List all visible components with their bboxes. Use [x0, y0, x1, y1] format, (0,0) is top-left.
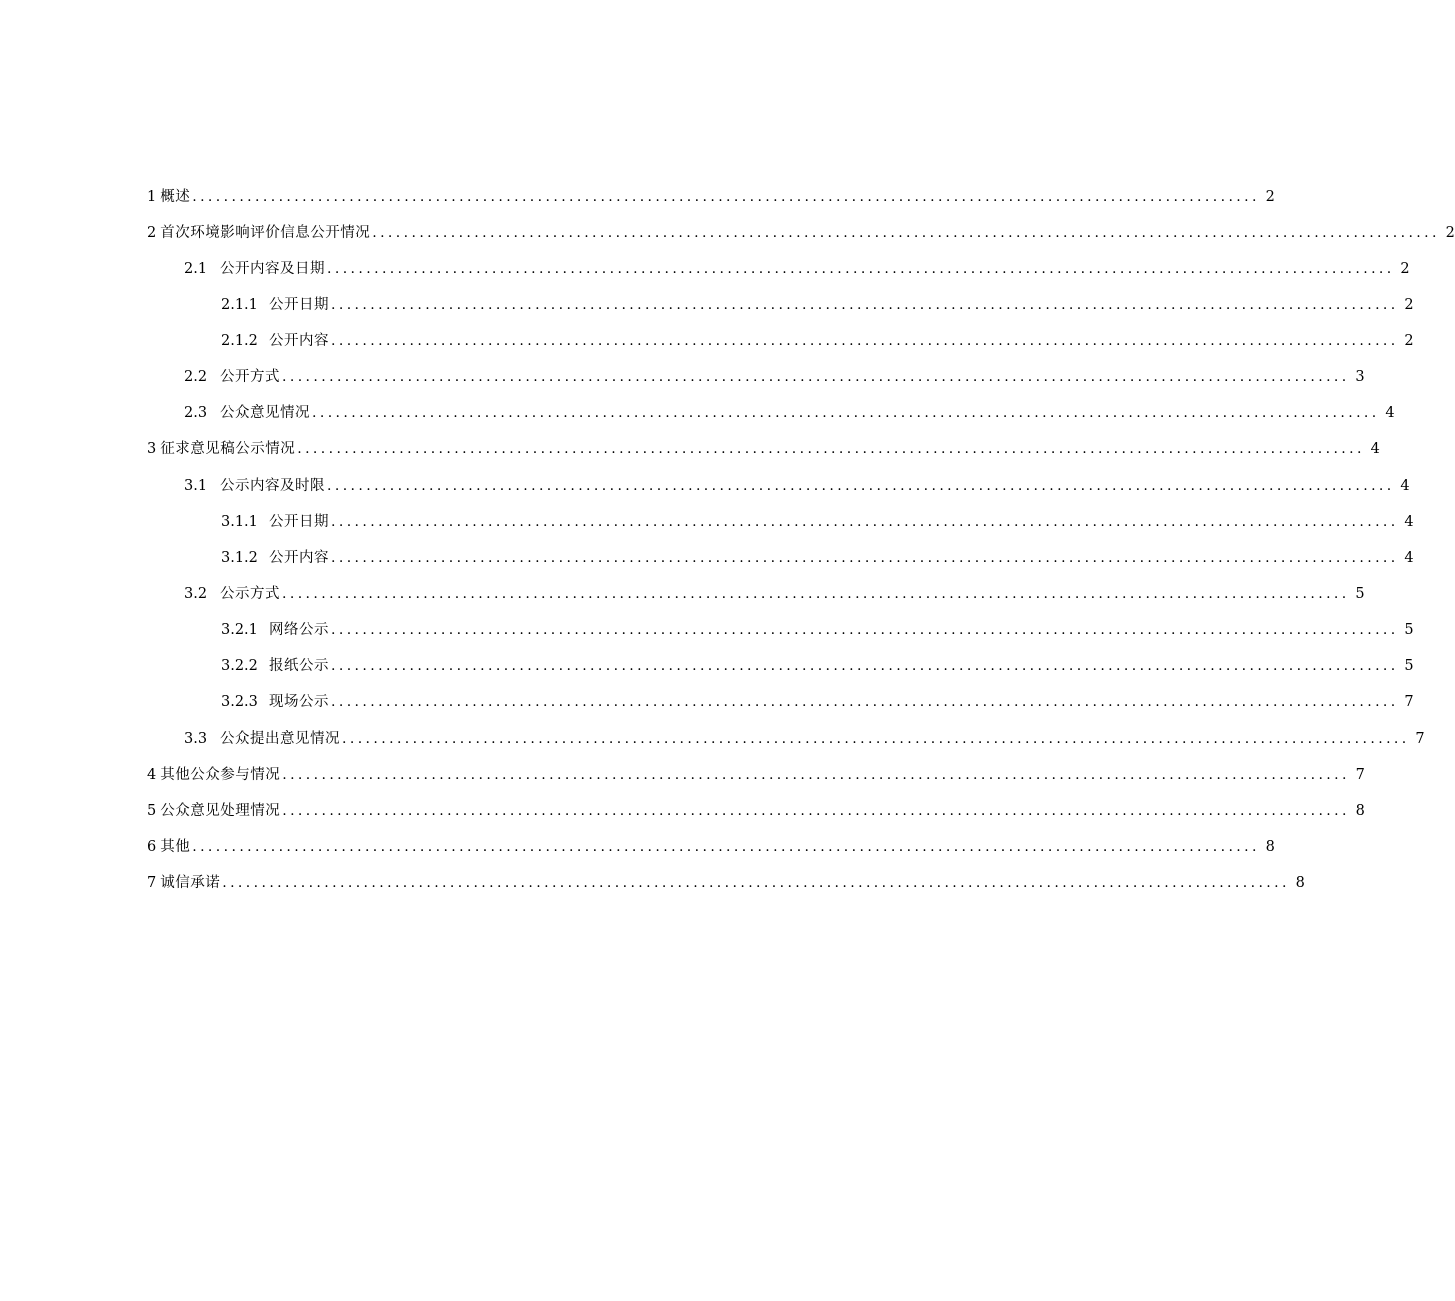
- toc-entry-title: 诚信承诺: [160, 875, 221, 891]
- toc-entry-page: 7: [1415, 731, 1425, 747]
- toc-entry-page: 5: [1404, 622, 1414, 638]
- toc-entry-number: 2.1.1: [221, 297, 258, 313]
- toc-entry-page: 4: [1370, 441, 1380, 457]
- toc-entry[interactable]: [0, 328, 1414, 350]
- toc-entry-page: 2: [1404, 297, 1414, 313]
- toc-leader-dots: ........................................................................................................................................: [282, 767, 1350, 783]
- toc-entry-number: 3.1.1: [221, 514, 258, 530]
- toc-entry[interactable]: [0, 653, 1414, 675]
- toc-entry[interactable]: [0, 617, 1414, 639]
- toc-entry-title: 公众意见情况: [220, 405, 310, 421]
- toc-entry-title: 公示内容及时限: [220, 478, 325, 494]
- toc-entry[interactable]: [0, 292, 1414, 314]
- toc-entry-title: 公开内容: [269, 333, 329, 349]
- toc-entry[interactable]: [0, 509, 1414, 531]
- toc-leader-dots: ........................................................................................................................................: [331, 658, 1399, 674]
- toc-leader-dots: ........................................................................................................................................: [282, 803, 1350, 819]
- toc-entry[interactable]: [0, 581, 1365, 603]
- toc-entry-page: 7: [1355, 767, 1365, 783]
- toc-entry-title: 公众提出意见情况: [220, 731, 340, 747]
- toc-entry-page: 2: [1445, 225, 1455, 241]
- toc-entry-number: 3.2.1: [221, 622, 258, 638]
- toc-entry-page: 4: [1385, 405, 1395, 421]
- toc-entry-number: 2.3: [184, 405, 208, 421]
- toc-entry-page: 2: [1404, 333, 1414, 349]
- toc-leader-dots: ........................................................................................................................................: [327, 478, 1395, 494]
- toc-entry-number: 3.3: [184, 731, 208, 747]
- toc-entry[interactable]: [0, 184, 1275, 206]
- toc-entry[interactable]: [0, 870, 1305, 892]
- toc-leader-dots: ........................................................................................................................................: [342, 731, 1410, 747]
- toc-entry-title: 报纸公示: [269, 658, 329, 674]
- toc-entry-number: 3.2.2: [221, 658, 258, 674]
- toc-entry-title: 公开方式: [220, 369, 280, 385]
- toc-entry[interactable]: [0, 400, 1395, 422]
- toc-entry-page: 3: [1355, 369, 1365, 385]
- toc-leader-dots: ........................................................................................................................................: [372, 225, 1440, 241]
- toc-entry-page: 8: [1265, 839, 1275, 855]
- toc-entry-title: 征求意见稿公示情况: [160, 441, 296, 457]
- toc-entry-number: 3.1.2: [221, 550, 258, 566]
- toc-entry[interactable]: [0, 220, 1455, 242]
- toc-leader-dots: ........................................................................................................................................: [327, 261, 1395, 277]
- toc-entry-number: 6: [147, 839, 157, 855]
- toc-leader-dots: ........................................................................................................................................: [331, 297, 1399, 313]
- toc-entry-title: 公示方式: [220, 586, 280, 602]
- toc-entry[interactable]: [0, 436, 1380, 458]
- toc-entry-number: 3.2: [184, 586, 208, 602]
- toc-entry-page: 4: [1404, 550, 1414, 566]
- toc-entry-title: 首次环境影响评价信息公开情况: [160, 225, 371, 241]
- toc-entry-title: 其他公众参与情况: [160, 767, 281, 783]
- toc-entry[interactable]: [0, 834, 1275, 856]
- toc-entry-page: 8: [1355, 803, 1365, 819]
- toc-entry-number: 3.1: [184, 478, 208, 494]
- toc-leader-dots: ........................................................................................................................................: [331, 694, 1399, 710]
- toc-leader-dots: ........................................................................................................................................: [222, 875, 1290, 891]
- toc-entry-title: 公开日期: [269, 514, 329, 530]
- toc-leader-dots: ........................................................................................................................................: [331, 550, 1399, 566]
- toc-entry-page: 2: [1400, 261, 1410, 277]
- toc-leader-dots: ........................................................................................................................................: [331, 514, 1399, 530]
- toc-entry-number: 1: [147, 189, 157, 205]
- toc-entry[interactable]: [0, 689, 1414, 711]
- toc-entry-number: 2.1.2: [221, 333, 258, 349]
- toc-entry-number: 7: [147, 875, 157, 891]
- toc-entry[interactable]: [0, 473, 1410, 495]
- toc-entry-title: 现场公示: [269, 694, 329, 710]
- toc-leader-dots: ........................................................................................................................................: [331, 333, 1399, 349]
- toc-entry-page: 4: [1404, 514, 1414, 530]
- toc-entry-number: 4: [147, 767, 157, 783]
- toc-leader-dots: ........................................................................................................................................: [282, 586, 1350, 602]
- toc-entry-page: 5: [1355, 586, 1365, 602]
- toc-entry-number: 2.2: [184, 369, 208, 385]
- toc-entry[interactable]: [0, 726, 1425, 748]
- toc-leader-dots: ........................................................................................................................................: [297, 441, 1365, 457]
- toc-leader-dots: ........................................................................................................................................: [312, 405, 1380, 421]
- toc-entry[interactable]: [0, 545, 1414, 567]
- toc-leader-dots: ........................................................................................................................................: [192, 189, 1260, 205]
- toc-leader-dots: ........................................................................................................................................: [331, 622, 1399, 638]
- toc-entry-title: 网络公示: [269, 622, 329, 638]
- toc-leader-dots: ........................................................................................................................................: [192, 839, 1260, 855]
- toc-entry[interactable]: [0, 256, 1410, 278]
- toc-entry-page: 8: [1295, 875, 1305, 891]
- toc-entry-number: 3: [147, 441, 157, 457]
- toc-entry-title: 公众意见处理情况: [160, 803, 281, 819]
- toc-entry-number: 2.1: [184, 261, 208, 277]
- toc-entry[interactable]: [0, 798, 1365, 820]
- toc-entry-page: 2: [1265, 189, 1275, 205]
- toc-entry-title: 公开内容: [269, 550, 329, 566]
- toc-entry-number: 2: [147, 225, 157, 241]
- toc-entry-number: 3.2.3: [221, 694, 258, 710]
- toc-entry-page: 5: [1404, 658, 1414, 674]
- toc-entry[interactable]: [0, 762, 1365, 784]
- toc-entry-title: 公开日期: [269, 297, 329, 313]
- toc-entry-number: 5: [147, 803, 157, 819]
- toc-leader-dots: ........................................................................................................................................: [282, 369, 1350, 385]
- toc-entry-page: 7: [1404, 694, 1414, 710]
- toc-entry-title: 概述: [160, 189, 191, 205]
- toc-entry-page: 4: [1400, 478, 1410, 494]
- toc-entry-title: 公开内容及日期: [220, 261, 325, 277]
- toc-entry-title: 其他: [160, 839, 191, 855]
- toc-entry[interactable]: [0, 364, 1365, 386]
